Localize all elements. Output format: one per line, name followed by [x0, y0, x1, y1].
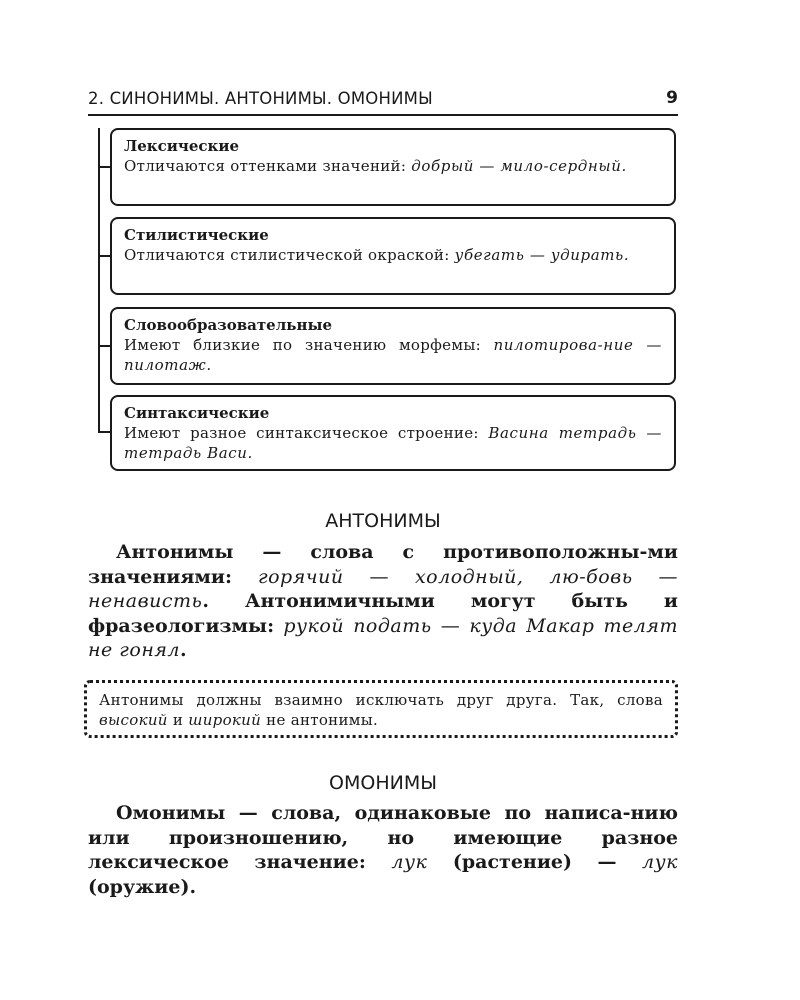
synonym-example: Васина тетрадь — тетрадь Васи. [124, 424, 663, 462]
synonym-type-box-derivational [110, 307, 676, 385]
page-header [88, 88, 678, 116]
note-word: высокий [99, 711, 168, 729]
bracket-tick [98, 431, 110, 433]
synonym-type-title: Лексические [124, 137, 240, 155]
synonym-types-bracket [98, 128, 100, 433]
synonym-type-description: Имеют близкие по значению морфемы: пилотирова-ние — пилотаж. [124, 336, 663, 374]
chapter-title: 2. СИНОНИМЫ. АНТОНИМЫ. ОМОНИМЫ [88, 89, 433, 108]
synonym-example: убегать — удирать. [454, 246, 630, 264]
antonyms-heading: АНТОНИМЫ [325, 510, 441, 532]
synonym-type-box-stylistic [110, 217, 676, 295]
synonym-type-box-syntactic [110, 395, 676, 471]
synonym-type-description: Отличаются оттенками значений: добрый — мило-сердный. [124, 157, 627, 175]
antonyms-note: Антонимы должны взаимно исключать друг друга. Так, слова высокий и широкий не антонимы. [84, 680, 678, 738]
bracket-tick [98, 255, 110, 257]
note-word: широкий [188, 711, 262, 729]
synonym-type-title: Стилистические [124, 226, 269, 244]
synonym-type-description: Отличаются стилистической окраской: убегать — удирать. [124, 246, 630, 264]
antonym-example: горячий — холодный, лю-бовь — ненависть [88, 565, 678, 612]
homonym-example: лук [391, 851, 428, 873]
synonym-example: добрый — мило-сердный. [411, 157, 627, 175]
homonym-example: лук [642, 851, 678, 873]
antonyms-definition: Антонимы — слова с противоположны-ми значениями: горячий — холодный, лю-бовь — ненависть. Антонимичными могут быть и фразеологизмы: рукой подать — куда Макар телят не гонял. [88, 541, 678, 661]
bracket-tick [98, 166, 110, 168]
phraseologism-example: рукой подать — куда Макар телят не гонял [88, 614, 678, 661]
homonyms-heading: ОМОНИМЫ [329, 772, 437, 794]
homonyms-definition: Омонимы — слова, одинаковые по написа-нию или произношению, но имеющие разное лексическое значение: лук (растение) — лук (оружие). [88, 802, 678, 898]
bracket-tick [98, 345, 110, 347]
homonyms-term: Омонимы [116, 802, 226, 824]
antonyms-term: Антонимы [116, 541, 234, 563]
synonym-type-title: Синтаксические [124, 404, 270, 422]
page-number: 9 [666, 88, 678, 108]
synonym-type-box-lexical [110, 128, 676, 206]
synonym-type-title: Словообразовательные [124, 316, 333, 334]
synonym-example: пилотирова-ние — пилотаж. [124, 336, 663, 374]
synonym-type-description: Имеют разное синтаксическое строение: Васина тетрадь — тетрадь Васи. [124, 424, 663, 462]
